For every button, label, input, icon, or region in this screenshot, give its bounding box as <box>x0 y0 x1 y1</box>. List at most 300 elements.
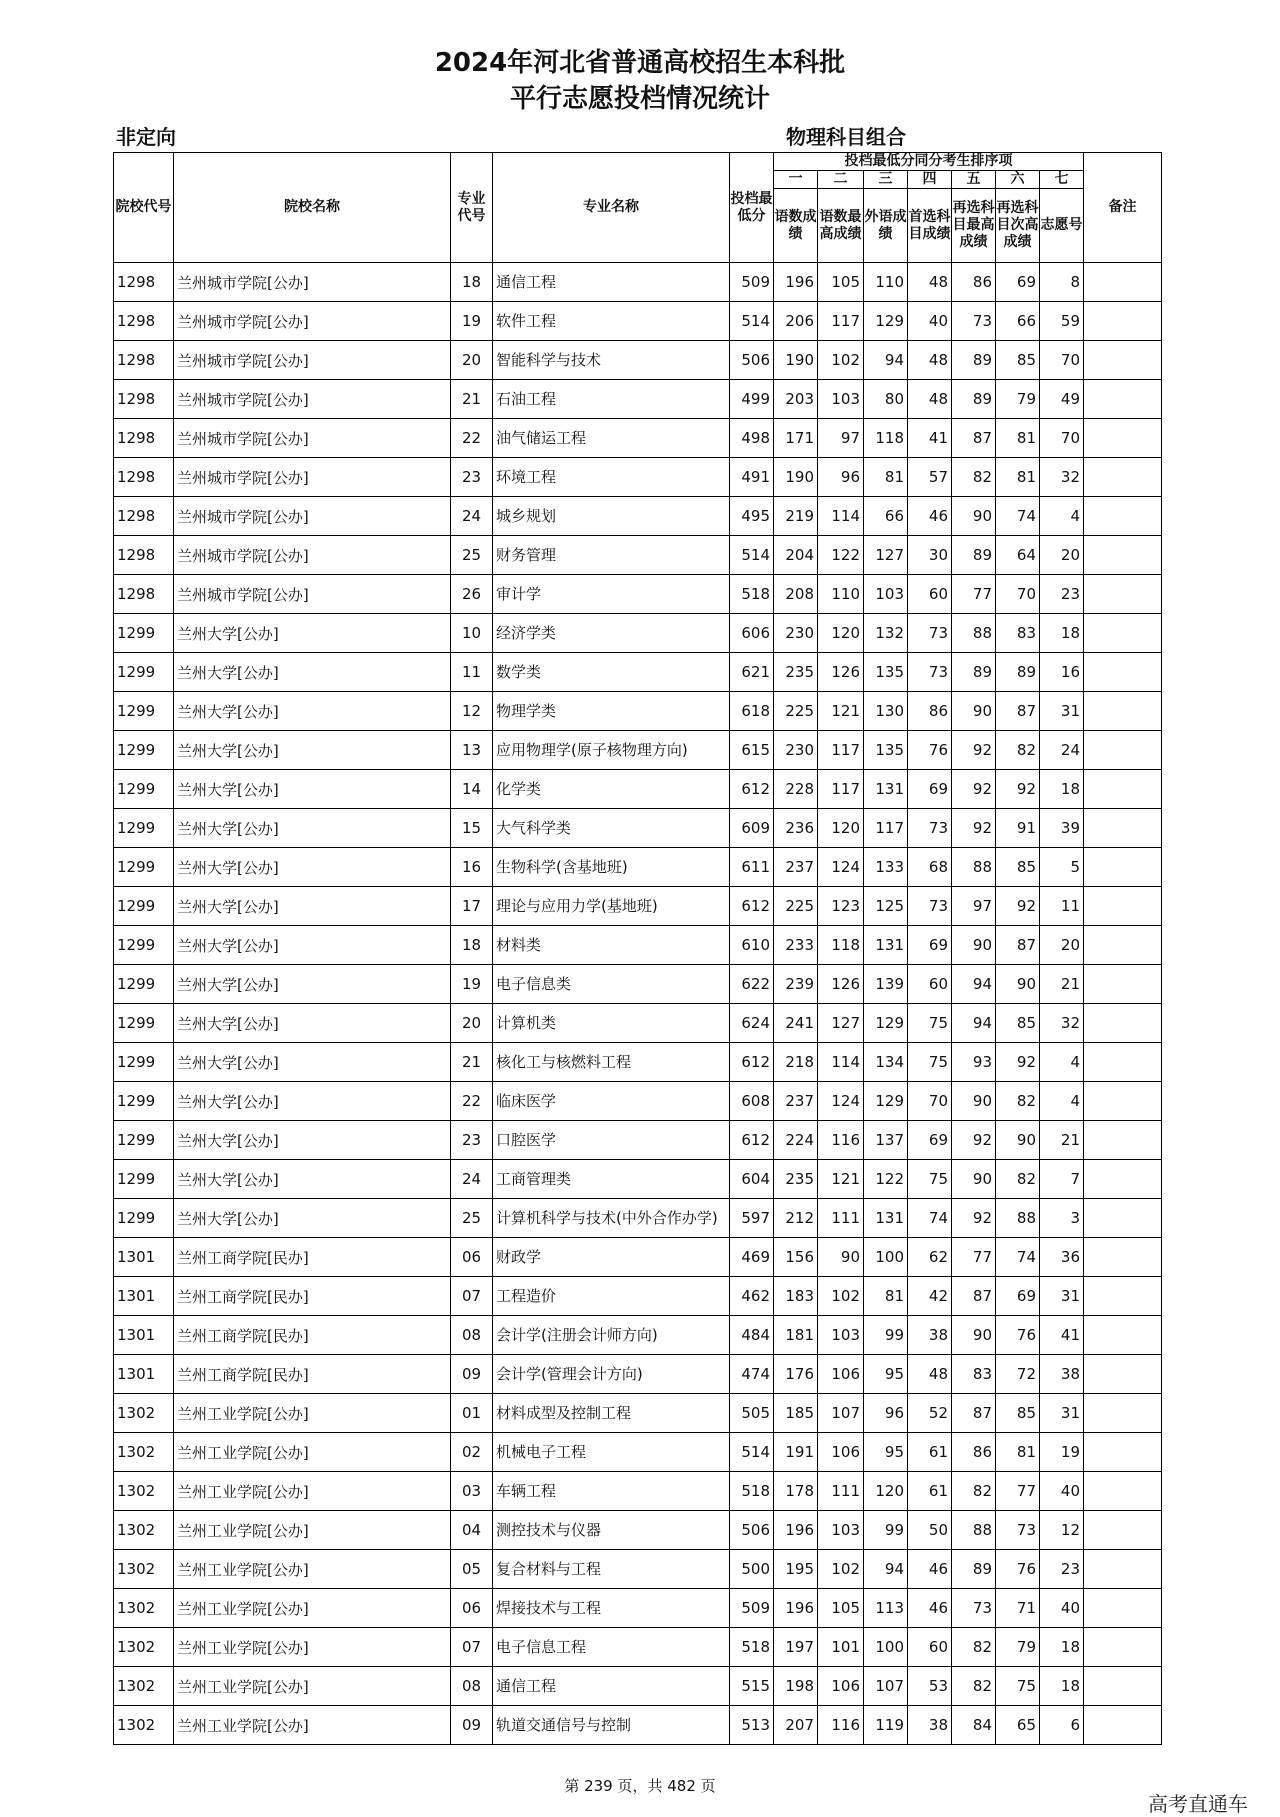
preference-number-cell: 18 <box>1040 1628 1084 1667</box>
min-score-cell: 604 <box>730 1160 774 1199</box>
school-name-cell: 兰州工业学院[公办] <box>174 1667 451 1706</box>
foreign-language-cell: 137 <box>864 1121 908 1160</box>
header-school-name: 院校名称 <box>174 153 451 263</box>
preference-number-cell: 31 <box>1040 1394 1084 1433</box>
elective-max-cell: 73 <box>952 302 996 341</box>
elective-max-cell: 90 <box>952 692 996 731</box>
min-score-cell: 509 <box>730 263 774 302</box>
elective-max-cell: 93 <box>952 1043 996 1082</box>
header-primary-subject: 首选科目成绩 <box>908 189 952 263</box>
major-code-cell: 02 <box>451 1433 493 1472</box>
table-row <box>114 1355 1162 1394</box>
header-order-7: 七 <box>1040 171 1084 189</box>
chinese-math-cell: 176 <box>774 1355 818 1394</box>
major-name-cell: 经济学类 <box>493 614 730 653</box>
school-code-cell: 1298 <box>114 497 174 536</box>
page-footer: 第 239 页，共 482 页 <box>564 1777 716 1795</box>
major-name-cell: 石油工程 <box>493 380 730 419</box>
school-code-cell: 1302 <box>114 1511 174 1550</box>
foreign-language-cell: 129 <box>864 1082 908 1121</box>
school-name-cell: 兰州城市学院[公办] <box>174 341 451 380</box>
remark-cell <box>1084 536 1162 575</box>
min-score-cell: 597 <box>730 1199 774 1238</box>
chinese-math-max-cell: 117 <box>818 302 864 341</box>
chinese-math-cell: 185 <box>774 1394 818 1433</box>
school-name-cell: 兰州工业学院[公办] <box>174 1706 451 1745</box>
primary-subject-cell: 69 <box>908 926 952 965</box>
preference-number-cell: 3 <box>1040 1199 1084 1238</box>
elective-second-cell: 90 <box>996 1121 1040 1160</box>
chinese-math-max-cell: 124 <box>818 848 864 887</box>
school-code-cell: 1299 <box>114 614 174 653</box>
chinese-math-cell: 196 <box>774 1589 818 1628</box>
foreign-language-cell: 131 <box>864 1199 908 1238</box>
elective-max-cell: 87 <box>952 1394 996 1433</box>
chinese-math-cell: 237 <box>774 1082 818 1121</box>
school-name-cell: 兰州城市学院[公办] <box>174 575 451 614</box>
chinese-math-max-cell: 120 <box>818 614 864 653</box>
school-code-cell: 1299 <box>114 1004 174 1043</box>
foreign-language-cell: 113 <box>864 1589 908 1628</box>
elective-second-cell: 81 <box>996 458 1040 497</box>
major-code-cell: 18 <box>451 926 493 965</box>
min-score-cell: 514 <box>730 302 774 341</box>
major-code-cell: 26 <box>451 575 493 614</box>
foreign-language-cell: 129 <box>864 302 908 341</box>
chinese-math-cell: 196 <box>774 1511 818 1550</box>
primary-subject-cell: 73 <box>908 614 952 653</box>
major-code-cell: 18 <box>451 263 493 302</box>
primary-subject-cell: 61 <box>908 1472 952 1511</box>
school-code-cell: 1299 <box>114 1160 174 1199</box>
elective-second-cell: 85 <box>996 341 1040 380</box>
foreign-language-cell: 81 <box>864 1277 908 1316</box>
page-subtitle: 平行志愿投档情况统计 <box>509 84 770 114</box>
chinese-math-cell: 208 <box>774 575 818 614</box>
elective-second-cell: 69 <box>996 263 1040 302</box>
elective-second-cell: 70 <box>996 575 1040 614</box>
chinese-math-max-cell: 123 <box>818 887 864 926</box>
min-score-cell: 506 <box>730 341 774 380</box>
major-name-cell: 财政学 <box>493 1238 730 1277</box>
remark-cell <box>1084 1004 1162 1043</box>
table-row <box>114 1160 1162 1199</box>
chinese-math-max-cell: 121 <box>818 1160 864 1199</box>
preference-number-cell: 36 <box>1040 1238 1084 1277</box>
primary-subject-cell: 60 <box>908 965 952 1004</box>
preference-number-cell: 32 <box>1040 1004 1084 1043</box>
table-row <box>114 614 1162 653</box>
table-row <box>114 341 1162 380</box>
primary-subject-cell: 68 <box>908 848 952 887</box>
major-code-cell: 24 <box>451 1160 493 1199</box>
chinese-math-max-cell: 116 <box>818 1121 864 1160</box>
foreign-language-cell: 133 <box>864 848 908 887</box>
school-code-cell: 1301 <box>114 1355 174 1394</box>
foreign-language-cell: 95 <box>864 1355 908 1394</box>
major-code-cell: 09 <box>451 1706 493 1745</box>
primary-subject-cell: 41 <box>908 419 952 458</box>
remark-cell <box>1084 653 1162 692</box>
min-score-cell: 612 <box>730 770 774 809</box>
primary-subject-cell: 53 <box>908 1667 952 1706</box>
preference-number-cell: 40 <box>1040 1589 1084 1628</box>
preference-number-cell: 32 <box>1040 458 1084 497</box>
table-row <box>114 809 1162 848</box>
min-score-cell: 518 <box>730 1472 774 1511</box>
elective-max-cell: 90 <box>952 1082 996 1121</box>
chinese-math-max-cell: 122 <box>818 536 864 575</box>
header-tiebreak-group: 投档最低分同分考生排序项 <box>774 153 1084 171</box>
min-score-cell: 612 <box>730 887 774 926</box>
major-name-cell: 物理学类 <box>493 692 730 731</box>
school-name-cell: 兰州大学[公办] <box>174 1199 451 1238</box>
admission-table <box>113 152 1162 1745</box>
primary-subject-cell: 48 <box>908 1355 952 1394</box>
elective-max-cell: 89 <box>952 380 996 419</box>
major-name-cell: 智能科学与技术 <box>493 341 730 380</box>
min-score-cell: 609 <box>730 809 774 848</box>
elective-max-cell: 92 <box>952 770 996 809</box>
remark-cell <box>1084 848 1162 887</box>
table-row <box>114 458 1162 497</box>
remark-cell <box>1084 1277 1162 1316</box>
preference-number-cell: 59 <box>1040 302 1084 341</box>
preference-number-cell: 19 <box>1040 1433 1084 1472</box>
school-name-cell: 兰州大学[公办] <box>174 1004 451 1043</box>
table-row <box>114 692 1162 731</box>
header-order-4: 四 <box>908 171 952 189</box>
major-name-cell: 口腔医学 <box>493 1121 730 1160</box>
foreign-language-cell: 117 <box>864 809 908 848</box>
remark-cell <box>1084 575 1162 614</box>
major-name-cell: 大气科学类 <box>493 809 730 848</box>
min-score-cell: 495 <box>730 497 774 536</box>
chinese-math-cell: 212 <box>774 1199 818 1238</box>
chinese-math-cell: 181 <box>774 1316 818 1355</box>
preference-number-cell: 41 <box>1040 1316 1084 1355</box>
remark-cell <box>1084 1043 1162 1082</box>
elective-second-cell: 71 <box>996 1589 1040 1628</box>
elective-second-cell: 92 <box>996 770 1040 809</box>
preference-number-cell: 31 <box>1040 692 1084 731</box>
major-name-cell: 数学类 <box>493 653 730 692</box>
school-code-cell: 1302 <box>114 1667 174 1706</box>
school-name-cell: 兰州工商学院[民办] <box>174 1238 451 1277</box>
chinese-math-max-cell: 117 <box>818 770 864 809</box>
school-code-cell: 1299 <box>114 887 174 926</box>
preference-number-cell: 31 <box>1040 1277 1084 1316</box>
elective-second-cell: 65 <box>996 1706 1040 1745</box>
header-foreign-language: 外语成绩 <box>864 189 908 263</box>
min-score-cell: 498 <box>730 419 774 458</box>
primary-subject-cell: 69 <box>908 1121 952 1160</box>
chinese-math-max-cell: 105 <box>818 263 864 302</box>
chinese-math-cell: 190 <box>774 458 818 497</box>
table-row <box>114 926 1162 965</box>
school-code-cell: 1298 <box>114 575 174 614</box>
chinese-math-max-cell: 106 <box>818 1433 864 1472</box>
preference-number-cell: 18 <box>1040 614 1084 653</box>
header-preference-number: 志愿号 <box>1040 189 1084 263</box>
major-name-cell: 环境工程 <box>493 458 730 497</box>
foreign-language-cell: 129 <box>864 1004 908 1043</box>
table-row <box>114 575 1162 614</box>
elective-max-cell: 94 <box>952 1004 996 1043</box>
school-name-cell: 兰州工商学院[民办] <box>174 1316 451 1355</box>
header-order-2: 二 <box>818 171 864 189</box>
remark-cell <box>1084 965 1162 1004</box>
major-name-cell: 软件工程 <box>493 302 730 341</box>
major-code-cell: 19 <box>451 965 493 1004</box>
preference-number-cell: 20 <box>1040 926 1084 965</box>
elective-max-cell: 92 <box>952 1199 996 1238</box>
primary-subject-cell: 73 <box>908 809 952 848</box>
major-code-cell: 07 <box>451 1628 493 1667</box>
chinese-math-cell: 207 <box>774 1706 818 1745</box>
elective-second-cell: 82 <box>996 731 1040 770</box>
elective-second-cell: 83 <box>996 614 1040 653</box>
elective-second-cell: 74 <box>996 1238 1040 1277</box>
header-chinese-math-max: 语数最高成绩 <box>818 189 864 263</box>
chinese-math-cell: 237 <box>774 848 818 887</box>
remark-cell <box>1084 1433 1162 1472</box>
major-name-cell: 测控技术与仪器 <box>493 1511 730 1550</box>
min-score-cell: 624 <box>730 1004 774 1043</box>
chinese-math-max-cell: 116 <box>818 1706 864 1745</box>
chinese-math-max-cell: 118 <box>818 926 864 965</box>
foreign-language-cell: 131 <box>864 770 908 809</box>
school-code-cell: 1302 <box>114 1706 174 1745</box>
school-name-cell: 兰州工业学院[公办] <box>174 1394 451 1433</box>
foreign-language-cell: 135 <box>864 731 908 770</box>
remark-cell <box>1084 1589 1162 1628</box>
school-code-cell: 1299 <box>114 692 174 731</box>
preference-number-cell: 20 <box>1040 536 1084 575</box>
primary-subject-cell: 60 <box>908 575 952 614</box>
elective-second-cell: 79 <box>996 1628 1040 1667</box>
primary-subject-cell: 73 <box>908 887 952 926</box>
table-row <box>114 1043 1162 1082</box>
preference-number-cell: 16 <box>1040 653 1084 692</box>
header-remark: 备注 <box>1084 153 1162 263</box>
major-code-cell: 15 <box>451 809 493 848</box>
table-row <box>114 263 1162 302</box>
chinese-math-cell: 233 <box>774 926 818 965</box>
major-code-cell: 24 <box>451 497 493 536</box>
major-name-cell: 化学类 <box>493 770 730 809</box>
school-name-cell: 兰州大学[公办] <box>174 926 451 965</box>
school-name-cell: 兰州工业学院[公办] <box>174 1589 451 1628</box>
school-code-cell: 1301 <box>114 1277 174 1316</box>
elective-max-cell: 73 <box>952 1589 996 1628</box>
elective-second-cell: 89 <box>996 653 1040 692</box>
primary-subject-cell: 57 <box>908 458 952 497</box>
chinese-math-cell: 225 <box>774 887 818 926</box>
chinese-math-cell: 225 <box>774 692 818 731</box>
primary-subject-cell: 62 <box>908 1238 952 1277</box>
major-code-cell: 22 <box>451 1082 493 1121</box>
chinese-math-cell: 178 <box>774 1472 818 1511</box>
chinese-math-max-cell: 102 <box>818 1277 864 1316</box>
school-code-cell: 1299 <box>114 809 174 848</box>
chinese-math-max-cell: 124 <box>818 1082 864 1121</box>
chinese-math-max-cell: 126 <box>818 965 864 1004</box>
school-code-cell: 1299 <box>114 653 174 692</box>
primary-subject-cell: 70 <box>908 1082 952 1121</box>
elective-max-cell: 88 <box>952 1511 996 1550</box>
major-code-cell: 08 <box>451 1316 493 1355</box>
foreign-language-cell: 100 <box>864 1238 908 1277</box>
foreign-language-cell: 99 <box>864 1316 908 1355</box>
major-code-cell: 22 <box>451 419 493 458</box>
table-row <box>114 770 1162 809</box>
primary-subject-cell: 75 <box>908 1043 952 1082</box>
min-score-cell: 506 <box>730 1511 774 1550</box>
major-code-cell: 07 <box>451 1277 493 1316</box>
school-code-cell: 1299 <box>114 1121 174 1160</box>
elective-second-cell: 85 <box>996 848 1040 887</box>
elective-max-cell: 83 <box>952 1355 996 1394</box>
chinese-math-cell: 191 <box>774 1433 818 1472</box>
elective-second-cell: 69 <box>996 1277 1040 1316</box>
chinese-math-cell: 204 <box>774 536 818 575</box>
chinese-math-cell: 198 <box>774 1667 818 1706</box>
table-row <box>114 380 1162 419</box>
school-name-cell: 兰州工业学院[公办] <box>174 1511 451 1550</box>
elective-second-cell: 91 <box>996 809 1040 848</box>
min-score-cell: 606 <box>730 614 774 653</box>
major-code-cell: 16 <box>451 848 493 887</box>
table-row <box>114 536 1162 575</box>
school-code-cell: 1298 <box>114 302 174 341</box>
chinese-math-cell: 219 <box>774 497 818 536</box>
remark-cell <box>1084 1550 1162 1589</box>
remark-cell <box>1084 1706 1162 1745</box>
major-code-cell: 25 <box>451 536 493 575</box>
elective-max-cell: 97 <box>952 887 996 926</box>
school-code-cell: 1301 <box>114 1238 174 1277</box>
elective-max-cell: 89 <box>952 653 996 692</box>
foreign-language-cell: 110 <box>864 263 908 302</box>
chinese-math-cell: 196 <box>774 263 818 302</box>
elective-second-cell: 85 <box>996 1394 1040 1433</box>
major-name-cell: 审计学 <box>493 575 730 614</box>
school-code-cell: 1299 <box>114 770 174 809</box>
school-name-cell: 兰州城市学院[公办] <box>174 536 451 575</box>
primary-subject-cell: 73 <box>908 653 952 692</box>
chinese-math-max-cell: 126 <box>818 653 864 692</box>
major-name-cell: 通信工程 <box>493 1667 730 1706</box>
major-name-cell: 通信工程 <box>493 263 730 302</box>
major-code-cell: 04 <box>451 1511 493 1550</box>
chinese-math-cell: 203 <box>774 380 818 419</box>
min-score-cell: 462 <box>730 1277 774 1316</box>
elective-second-cell: 87 <box>996 926 1040 965</box>
school-name-cell: 兰州大学[公办] <box>174 1043 451 1082</box>
chinese-math-max-cell: 107 <box>818 1394 864 1433</box>
elective-max-cell: 90 <box>952 926 996 965</box>
primary-subject-cell: 38 <box>908 1316 952 1355</box>
elective-max-cell: 92 <box>952 731 996 770</box>
chinese-math-max-cell: 114 <box>818 1043 864 1082</box>
major-code-cell: 06 <box>451 1238 493 1277</box>
major-code-cell: 19 <box>451 302 493 341</box>
school-code-cell: 1299 <box>114 731 174 770</box>
chinese-math-max-cell: 96 <box>818 458 864 497</box>
elective-max-cell: 82 <box>952 1628 996 1667</box>
chinese-math-max-cell: 103 <box>818 380 864 419</box>
school-name-cell: 兰州大学[公办] <box>174 965 451 1004</box>
school-name-cell: 兰州城市学院[公办] <box>174 458 451 497</box>
major-name-cell: 轨道交通信号与控制 <box>493 1706 730 1745</box>
primary-subject-cell: 48 <box>908 341 952 380</box>
school-name-cell: 兰州大学[公办] <box>174 809 451 848</box>
foreign-language-cell: 66 <box>864 497 908 536</box>
major-name-cell: 工程造价 <box>493 1277 730 1316</box>
preference-number-cell: 7 <box>1040 1160 1084 1199</box>
remark-cell <box>1084 1472 1162 1511</box>
table-row <box>114 965 1162 1004</box>
min-score-cell: 518 <box>730 1628 774 1667</box>
foreign-language-cell: 134 <box>864 1043 908 1082</box>
remark-cell <box>1084 380 1162 419</box>
primary-subject-cell: 42 <box>908 1277 952 1316</box>
major-name-cell: 材料成型及控制工程 <box>493 1394 730 1433</box>
foreign-language-cell: 120 <box>864 1472 908 1511</box>
chinese-math-cell: 195 <box>774 1550 818 1589</box>
foreign-language-cell: 127 <box>864 536 908 575</box>
major-code-cell: 05 <box>451 1550 493 1589</box>
major-code-cell: 10 <box>451 614 493 653</box>
school-name-cell: 兰州大学[公办] <box>174 848 451 887</box>
primary-subject-cell: 74 <box>908 1199 952 1238</box>
page-title: 2024年河北省普通高校招生本科批 <box>434 48 846 78</box>
chinese-math-max-cell: 127 <box>818 1004 864 1043</box>
preference-number-cell: 23 <box>1040 575 1084 614</box>
preference-number-cell: 11 <box>1040 887 1084 926</box>
table-row <box>114 1316 1162 1355</box>
elective-second-cell: 87 <box>996 692 1040 731</box>
chinese-math-cell: 197 <box>774 1628 818 1667</box>
table-row <box>114 497 1162 536</box>
school-code-cell: 1302 <box>114 1433 174 1472</box>
remark-cell <box>1084 1238 1162 1277</box>
school-name-cell: 兰州大学[公办] <box>174 887 451 926</box>
elective-second-cell: 81 <box>996 1433 1040 1472</box>
foreign-language-cell: 132 <box>864 614 908 653</box>
table-body <box>114 263 1162 1745</box>
elective-max-cell: 87 <box>952 419 996 458</box>
major-name-cell: 理论与应用力学(基地班) <box>493 887 730 926</box>
table-row <box>114 1394 1162 1433</box>
min-score-cell: 469 <box>730 1238 774 1277</box>
chinese-math-cell: 171 <box>774 419 818 458</box>
preference-number-cell: 70 <box>1040 341 1084 380</box>
elective-max-cell: 87 <box>952 1277 996 1316</box>
primary-subject-cell: 75 <box>908 1004 952 1043</box>
major-name-cell: 复合材料与工程 <box>493 1550 730 1589</box>
remark-cell <box>1084 1394 1162 1433</box>
min-score-cell: 612 <box>730 1043 774 1082</box>
header-order-1: 一 <box>774 171 818 189</box>
school-code-cell: 1302 <box>114 1550 174 1589</box>
header-elective-max: 再选科目最高成绩 <box>952 189 996 263</box>
school-code-cell: 1299 <box>114 1199 174 1238</box>
major-name-cell: 材料类 <box>493 926 730 965</box>
primary-subject-cell: 46 <box>908 1589 952 1628</box>
major-name-cell: 计算机科学与技术(中外合作办学) <box>493 1199 730 1238</box>
